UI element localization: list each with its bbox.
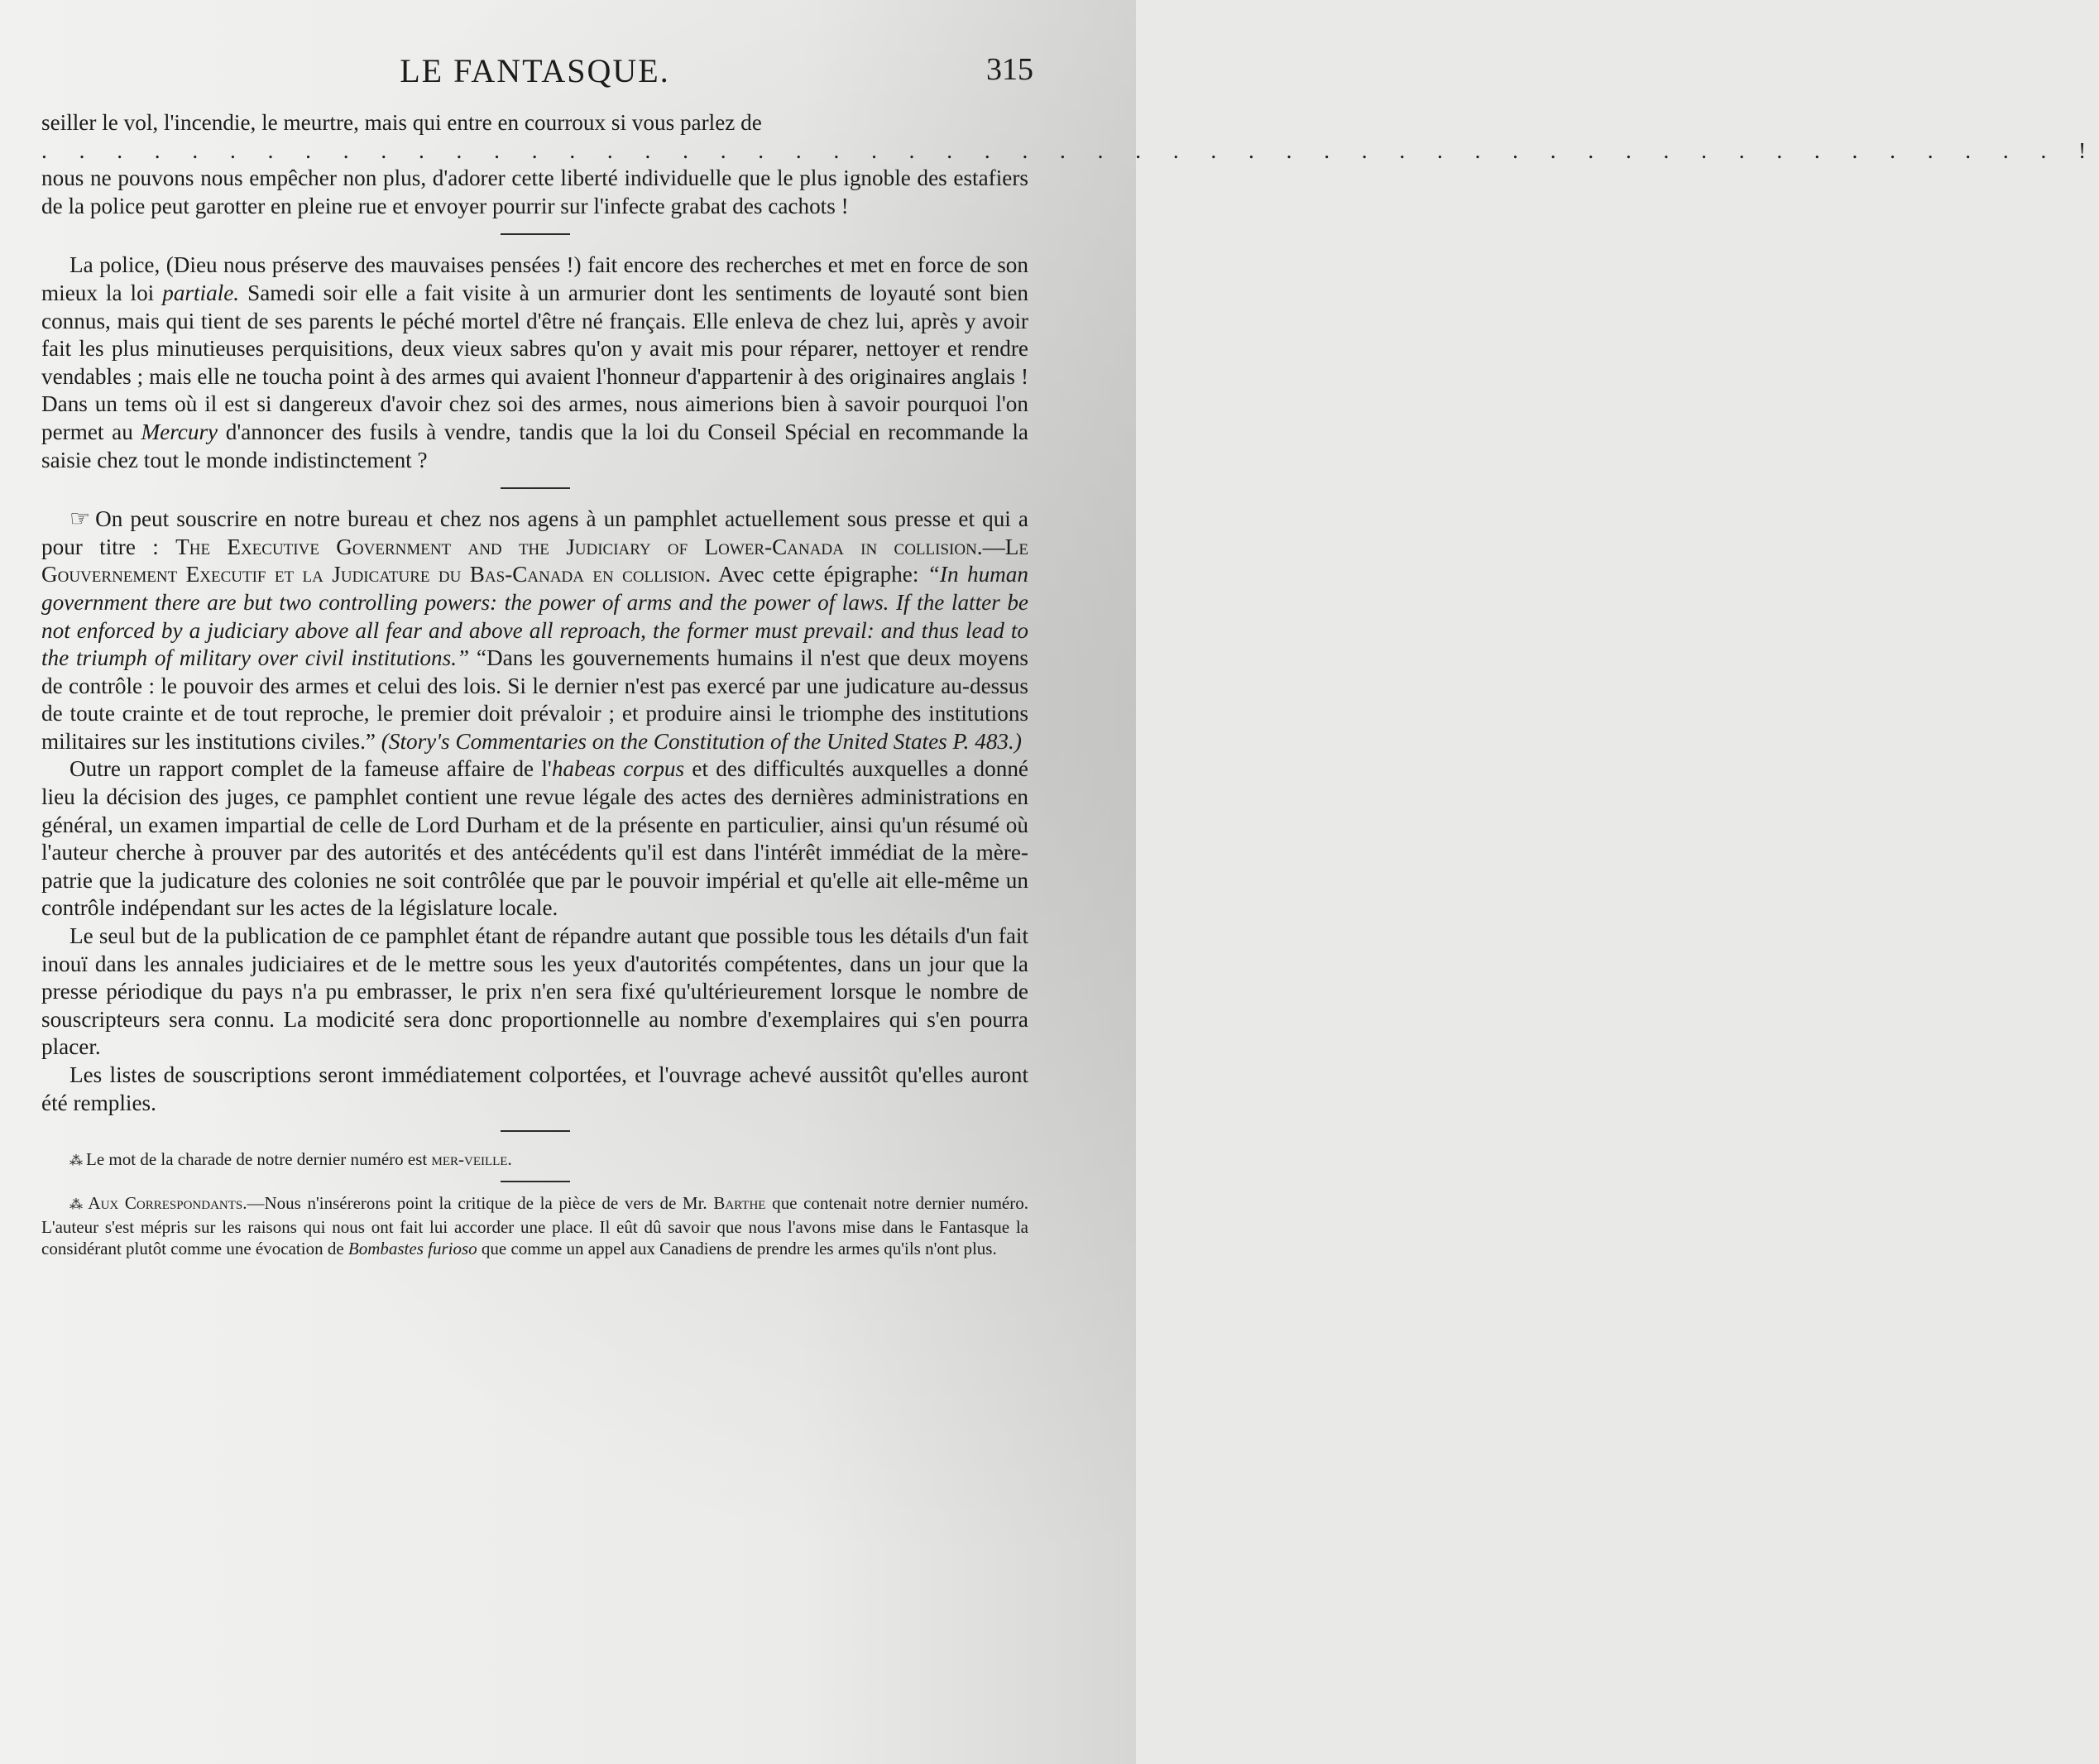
contents-text-1: Outre un rapport complet de la fameuse affaire de l' [69, 756, 552, 782]
correspondent-name: Barthe [713, 1193, 766, 1214]
charade-answer: mer-veille. [431, 1149, 512, 1170]
contents-text-2: et des difficultés auxquelles a donné lieu la décision des juges, ce pamphlet contient une revue légale des actes des dernières administrations en général, un examen impartial de celle de Lord Durham et de la présente en particulier, ainsi qu'un résumé où l'auteur cherche à prouver par des autorités et des antécédents qu'il est dans l'intérêt immédiat de la mère-patrie que la judicature des colonies ne soit contrôlée que par le pouvoir impérial et qu'elle ait elle-même un contrôle indépendant sur les actes de la législature locale. [41, 756, 1028, 921]
police-italic-partiale: partiale. [162, 280, 240, 305]
paragraph-pamphlet [41, 506, 1028, 755]
charade-text: Le mot de la charade de notre dernier numéro est [86, 1149, 432, 1170]
page-header [41, 51, 1033, 109]
note-correspondents [41, 1192, 1028, 1259]
police-text-1: La police, (Dieu nous préserve des mauvaises pensées !) fait encore des recherches et met en force de son mieux la loi [41, 252, 1028, 305]
police-text-2: Samedi soir elle a fait visite à un armurier dont les sentiments de loyauté sont bien connus, mais qui tient de ses parents le péché mortel d'être né français. Elle enleva de chez lui, après y avoir fait les plus minutieuses perquisitions, deux vieux sabres qu'on y avait mis pour réparer, nettoyer et rendre vendables ; mais elle ne toucha point à des armes qui avaient l'honneur d'appartenir à des originaires anglais ! Dans un tems où il est si dangereux d'avoir chez soi des armes, nous aimerions bien à savoir pourquoi l'on permet au [41, 280, 1028, 444]
correspondents-text-3: que comme un appel aux Canadiens de prendre les armes qu'ils n'ont plus. [477, 1239, 997, 1259]
pointing-hand-icon: ☞ [69, 506, 91, 533]
notes-section [41, 1148, 1028, 1259]
article-body [41, 109, 2099, 1132]
habeas-corpus-italic: habeas corpus [551, 756, 685, 782]
pamphlet-text-1: On peut souscrire en notre bureau et chez nos agens à un pamphlet actuellement sous presse et qui a pour titre : [41, 506, 1028, 559]
correspondents-text-2: que contenait notre dernier numéro. L'auteur s'est mépris sur les raisons qui nous ont fait lui accorder une place. Il eût dû savoir que nous l'avons mise dans le Fantasque la considérant plutôt comme une évocation de [41, 1193, 1028, 1259]
note-charade [41, 1148, 1028, 1172]
paragraph-liberty-end: nous ne pouvons nous empêcher non plus, d'adorer cette liberté individuelle que le plus ignoble des estafiers de la police peut garotter en pleine rue et envoyer pourrir sur l'infecte grabat des cachots ! [41, 165, 1028, 218]
section-rule [501, 1181, 570, 1182]
paragraph-police [41, 252, 1028, 474]
correspondents-text-1: —Nous n'insérerons point la critique de la pièce de vers de Mr. [247, 1193, 714, 1214]
section-rule [501, 487, 570, 489]
correspondents-label: Aux Correspondants. [88, 1193, 247, 1214]
paragraph-liberty-start: seiller le vol, l'incendie, le meurtre, mais qui entre en courroux si vous parlez de [41, 110, 762, 135]
police-text-3: d'annoncer des fusils à vendre, tandis que la loi du Conseil Spécial en recommande la saisie chez tout le monde indistinctement ? [41, 419, 1028, 472]
section-rule [501, 1130, 570, 1132]
epigraph-intro: Avec cette épigraphe: [711, 562, 927, 587]
mercury-newspaper-name: Mercury [141, 419, 218, 444]
bombastes-italic: Bombastes furioso [347, 1239, 477, 1259]
censored-dots: . . . . . . . . . . . . . . . . . . . . . . . . . . . . . . . . . . . . . . . . . . . . . . . . . . . . . . ! [41, 137, 2099, 163]
epigraph-french: “Dans les gouvernements humains il n'est que deux moyens de contrôle : le pouvoir des armes et celui des lois. Si le dernier n'est pas exercé par une judicature au-dessus de toute crainte et de tout reproche, le premier doit prévaloir ; et produire ainsi le triomphe des institutions militaires sur les institutions civiles.” [41, 645, 1028, 754]
epigraph-english: “In human government there are but two controlling powers: the power of arms and the power of laws. If the latter be not enforced by a judiciary above all fear and above all reproach, the former must prevail: and thus lead to the triumph of military over civil institutions.” [41, 562, 1028, 671]
pamphlet-title: The Executive Government and the Judiciary of Lower-Canada in collision.—Le Gouvernement Executif et la Judicature du Bas-Canada en collision. [41, 534, 1028, 587]
paragraph-purpose: Le seul but de la publication de ce pamphlet étant de répandre autant que possible tous les détails d'un fait inouï dans les annales judiciaires et de le mettre sous les yeux d'autorités compétentes, dans un jour que la presse périodique du pays n'a pu embrasser, le prix n'en sera fixé qu'ultérieurement lorsque le nombre de souscripteurs sera connu. La modicité sera donc proportionnelle au nombre d'exemplaires qui s'en pourra placer. [41, 923, 1028, 1060]
asterism-icon: ⁂ [69, 1154, 83, 1169]
paragraph-contents [41, 755, 1028, 923]
section-rule [501, 233, 570, 235]
running-title: LE FANTASQUE. [400, 52, 670, 89]
page-number: 315 [986, 52, 1033, 87]
asterism-icon: ⁂ [69, 1198, 85, 1213]
epigraph-source: (Story's Commentaries on the Constitution of the United States P. 483.) [381, 728, 1022, 754]
paragraph-subscriptions: Les listes de souscriptions seront immédiatement colportées, et l'ouvrage achevé aussitôt qu'elles auront été remplies. [41, 1062, 1028, 1115]
